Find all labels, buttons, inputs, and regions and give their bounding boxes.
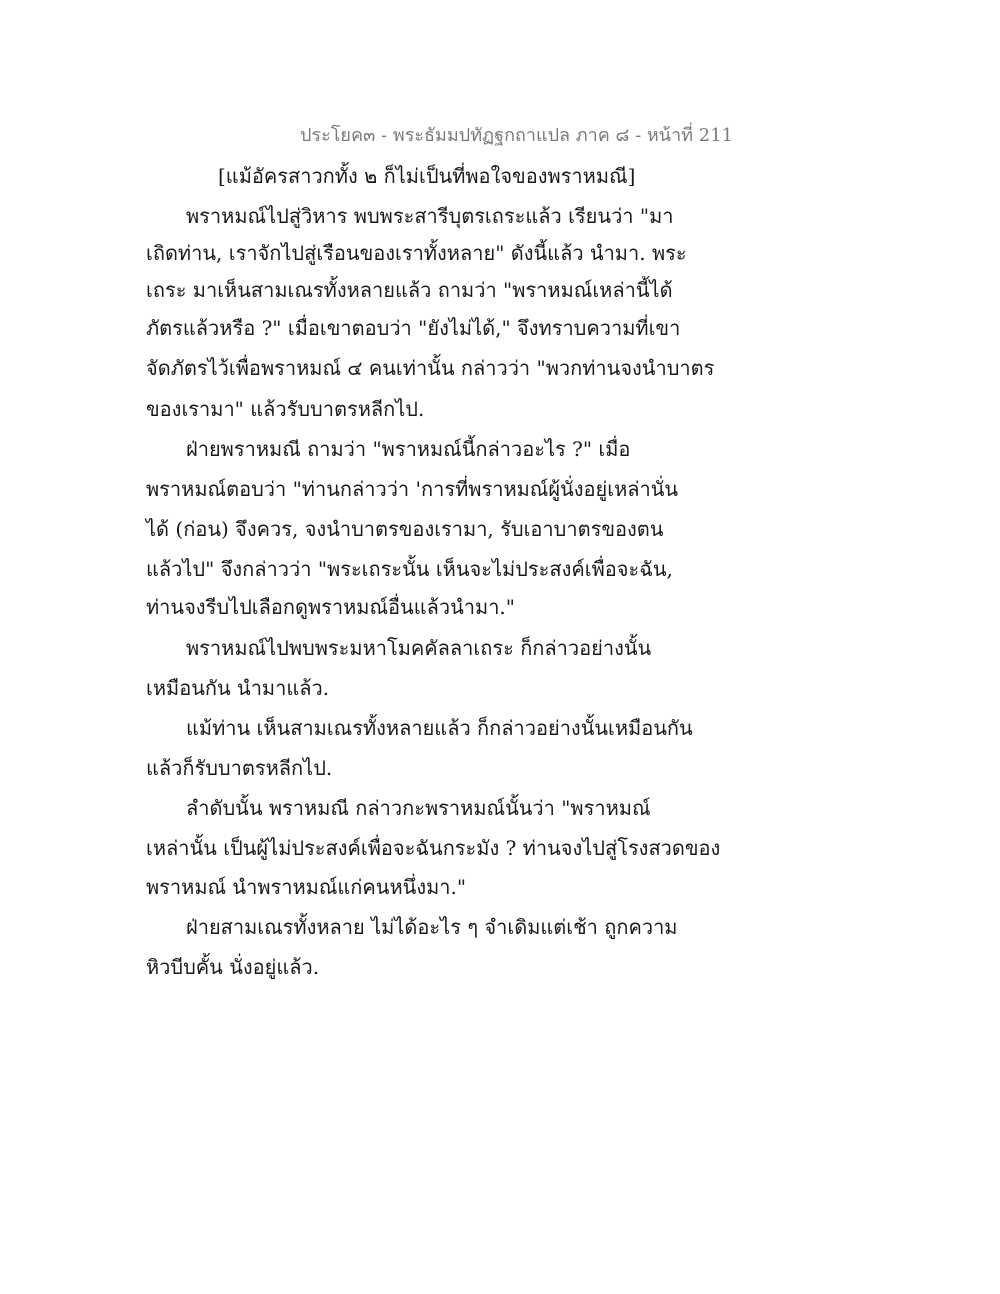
text-line: เถิดท่าน, เราจักไปสู่เรือนของเราทั้งหลาย" ดังนี้แล้ว นำมา. พระ	[146, 241, 687, 265]
text-line: แล้วไป" จึงกล่าวว่า "พระเถระนั้น เห็นจะไม่ประสงค์เพื่อจะฉัน,	[146, 557, 673, 581]
text-line: จัดภัตรไว้เพื่อพราหมณ์ ๔ คนเท่านั้น กล่าวว่า "พวกท่านจงนำบาตร	[146, 356, 715, 380]
text-line: เหมือนกัน นำมาแล้ว.	[146, 676, 330, 700]
text-line: ได้ (ก่อน) จึงควร, จงนำบาตรของเรามา, รับเอาบาตรของตน	[146, 517, 664, 541]
text-line: แล้วก็รับบาตรหลีกไป.	[146, 756, 333, 780]
text-line: หิวบีบคั้น นั่งอยู่แล้ว.	[146, 955, 320, 979]
section-title: [แม้อัครสาวกทั้ง ๒ ก็ไม่เป็นที่พอใจของพราหมณี]	[218, 164, 636, 188]
text-line: ท่านจงรีบไปเลือกดูพราหมณ์อื่นแล้วนำมา."	[146, 595, 515, 619]
text-line: พราหมณ์ไปสู่วิหาร พบพระสารีบุตรเถระแล้ว เรียนว่า "มา	[186, 204, 674, 228]
running-header: ประโยค๓ - พระธัมมปทัฏฐกถาแปล ภาค ๘ - หน้าที่ 211	[300, 125, 734, 146]
text-line: พราหมณ์ไปพบพระมหาโมคคัลลาเถระ ก็กล่าวอย่างนั้น	[186, 636, 652, 660]
text-line: ภัตรแล้วหรือ ?" เมื่อเขาตอบว่า "ยังไม่ได้," จึงทราบความที่เขา	[146, 316, 681, 340]
text-line: ลำดับนั้น พราหมณี กล่าวกะพราหมณ์นั้นว่า "พราหมณ์	[186, 796, 651, 820]
text-line: พราหมณ์ตอบว่า "ท่านกล่าวว่า 'การที่พราหมณ์ผู้นั่งอยู่เหล่านั่น	[146, 477, 679, 501]
text-line: แม้ท่าน เห็นสามเณรทั้งหลายแล้ว ก็กล่าวอย่างนั้นเหมือนกัน	[186, 716, 693, 740]
text-line: ของเรามา" แล้วรับบาตรหลีกไป.	[146, 397, 425, 421]
text-line: พราหมณ์ นำพราหมณ์แก่คนหนึ่งมา."	[146, 875, 467, 899]
text-line: เหล่านั้น เป็นผู้ไม่ประสงค์เพื่อจะฉันกระมัง ? ท่านจงไปสู่โรงสวดของ	[146, 836, 721, 860]
text-line: ฝ่ายพราหมณี ถามว่า "พราหมณ์นี้กล่าวอะไร ?" เมื่อ	[186, 437, 631, 461]
text-line: ฝ่ายสามเณรทั้งหลาย ไม่ได้อะไร ๆ จำเดิมแต่เช้า ถูกความ	[186, 915, 678, 939]
text-line: เถระ มาเห็นสามเณรทั้งหลายแล้ว ถามว่า "พราหมณ์เหล่านี้ได้	[146, 278, 673, 302]
